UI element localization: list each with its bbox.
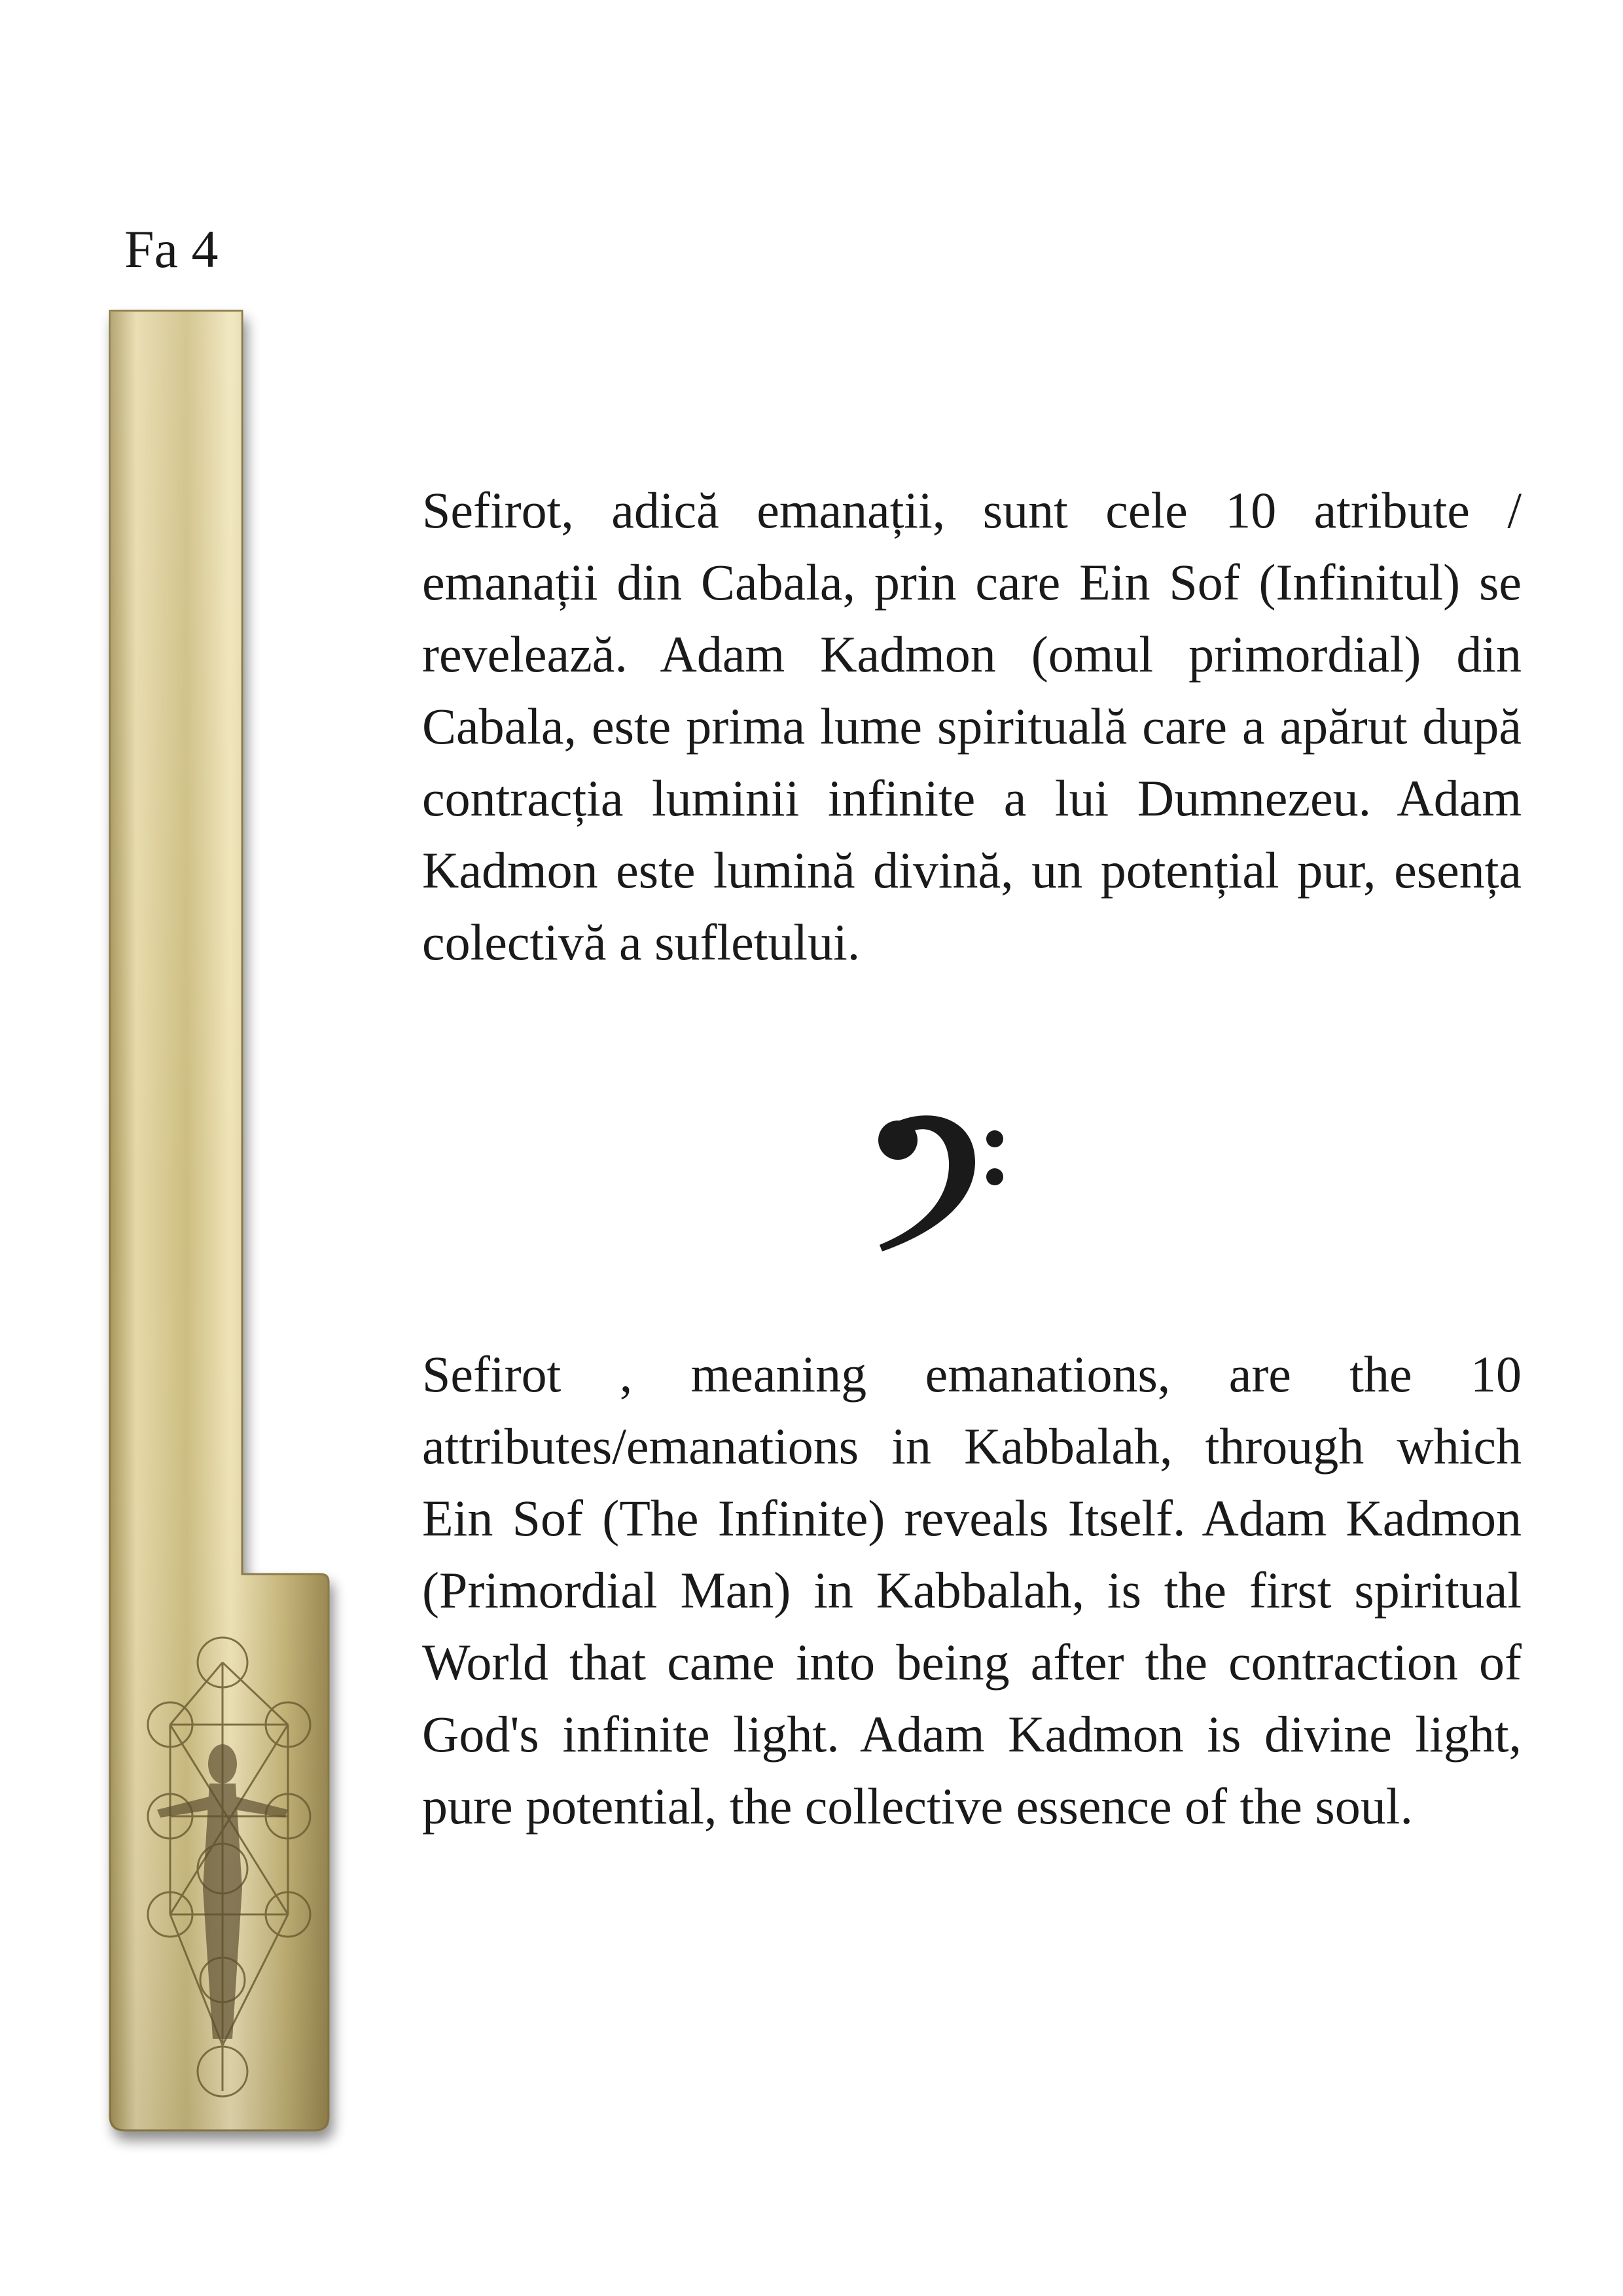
brass-bar-image bbox=[98, 304, 360, 2157]
bass-clef-icon bbox=[870, 1100, 1008, 1257]
english-paragraph: Sefirot , meaning emanations, are the 10 attributes/emanations in Kabbalah, through which Ein Sof (The Infinite) reveals Itself. Adam Kadmon (Primordial Man) in Kabbalah, is the first spiritual World that came into being after the contraction of God's infinite light. Adam Kadmon is divine light, pure potential, the collective essence of the soul. bbox=[422, 1346, 1522, 1835]
romanian-paragraph: Sefirot, adică emanații, sunt cele 10 atribute / emanații din Cabala, prin care Ein Sof (Infinitul) se revelează. Adam Kadmon (omul primordial) din Cabala, este prima lume spirituală care a apărut după contracția luminii infinite a lui Dumnezeu. Adam Kadmon este lumină divină, un potențial pur, esența colectivă a sufletului. bbox=[422, 482, 1522, 971]
page-label: Fa 4 bbox=[124, 219, 219, 279]
